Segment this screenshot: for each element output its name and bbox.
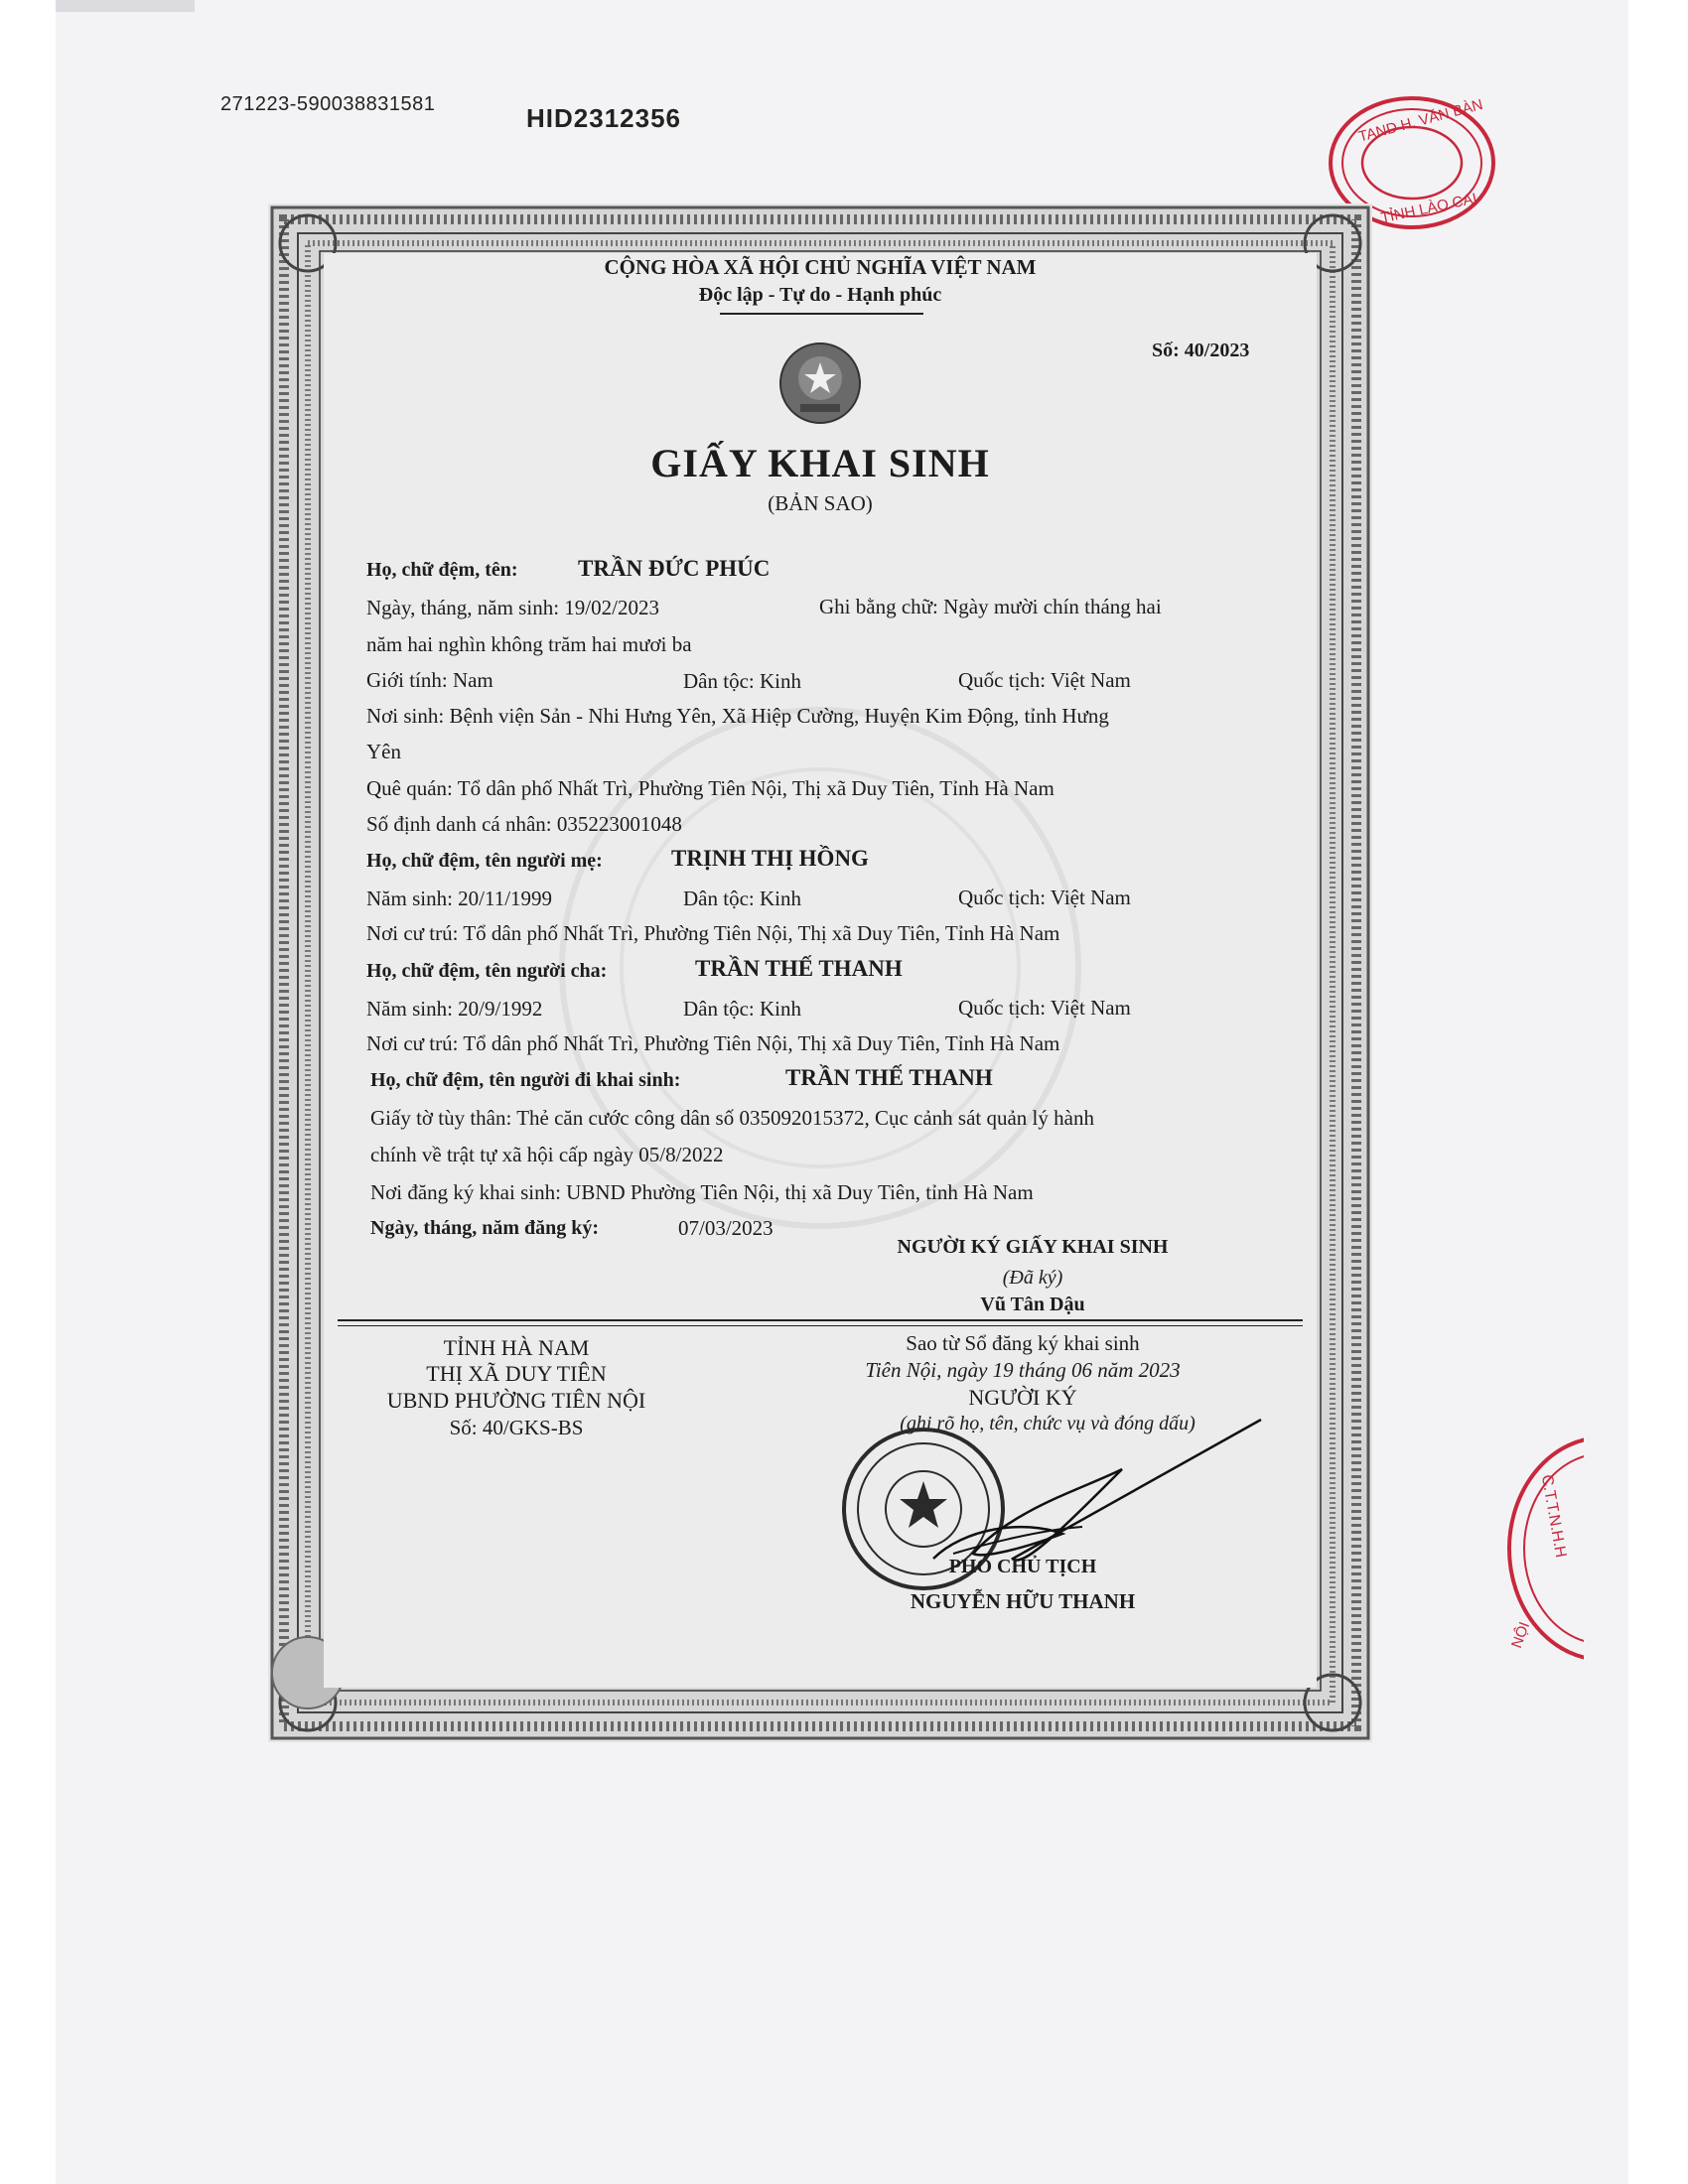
child-name-label: Họ, chữ đệm, tên: xyxy=(366,559,518,581)
copy-province: TỈNH HÀ NAM xyxy=(443,1335,590,1360)
section-divider-thin xyxy=(338,1325,1303,1326)
mother-ethnicity: Dân tộc: Kinh xyxy=(683,887,801,910)
copy-signer-position: PHÓ CHỦ TỊCH xyxy=(948,1556,1097,1577)
birth-certificate xyxy=(268,204,1372,1742)
copy-signer-label: NGƯỜI KÝ xyxy=(968,1385,1077,1410)
national-emblem-icon xyxy=(777,341,863,426)
declarant-id-doc-cont: chính về trật tự xã hội cấp ngày 05/8/2022 xyxy=(370,1143,724,1166)
mother-name-label: Họ, chữ đệm, tên người mẹ: xyxy=(366,850,603,872)
registration-place: Nơi đăng ký khai sinh: UBND Phường Tiên Nội, thị xã Duy Tiên, tỉnh Hà Nam xyxy=(370,1180,1034,1204)
child-personal-id: Số định danh cá nhân: 035223001048 xyxy=(366,812,682,836)
certificate-subtitle: (BẢN SAO) xyxy=(768,491,873,515)
section-divider xyxy=(338,1319,1303,1321)
father-dob: Năm sinh: 20/9/1992 xyxy=(366,997,543,1021)
signer-title: NGƯỜI KÝ GIẤY KHAI SINH xyxy=(897,1236,1169,1258)
motto-underline xyxy=(720,313,923,315)
father-name-label: Họ, chữ đệm, tên người cha: xyxy=(366,960,608,982)
mother-nationality: Quốc tịch: Việt Nam xyxy=(958,886,1131,909)
document-hid: HID2312356 xyxy=(526,103,681,133)
copy-number: Số: 40/GKS-BS xyxy=(449,1416,584,1439)
child-dob-words-cont: năm hai nghìn không trăm hai mươi ba xyxy=(366,632,692,656)
mother-dob: Năm sinh: 20/11/1999 xyxy=(366,887,553,910)
child-gender: Giới tính: Nam xyxy=(366,668,493,692)
child-birthplace: Nơi sinh: Bệnh viện Sản - Nhi Hưng Yên, Xã Hiệp Cường, Huyện Kim Động, tỉnh Hưng xyxy=(366,704,1109,728)
svg-text:NỘI: NỘI xyxy=(1508,1619,1534,1651)
declarant-id-doc: Giấy tờ tùy thân: Thẻ căn cước công dân số 035092015372, Cục cảnh sát quản lý hành xyxy=(370,1106,1094,1130)
copy-source: Sao từ Sổ đăng ký khai sinh xyxy=(906,1331,1140,1355)
certificate-number: Số: 40/2023 xyxy=(1152,340,1250,361)
father-nationality: Quốc tịch: Việt Nam xyxy=(958,996,1131,1020)
nation-heading: CỘNG HÒA XÃ HỘI CHỦ NGHĨA VIỆT NAM xyxy=(604,255,1037,279)
child-ethnicity: Dân tộc: Kinh xyxy=(683,669,801,693)
father-name: TRẦN THẾ THANH xyxy=(695,956,903,981)
svg-text:TAND H. VĂN BÀN: TAND H. VĂN BÀN xyxy=(1356,95,1485,146)
child-name: TRẦN ĐỨC PHÚC xyxy=(578,556,771,581)
child-birthplace-cont: Yên xyxy=(366,740,401,763)
registration-date: 07/03/2023 xyxy=(678,1216,774,1240)
signer-note: (Đã ký) xyxy=(1002,1267,1063,1289)
copy-town: THỊ XÃ DUY TIÊN xyxy=(426,1361,607,1386)
company-stamp-icon xyxy=(1494,1430,1584,1668)
declarant-name: TRẦN THẾ THANH xyxy=(785,1065,993,1090)
child-hometown: Quê quán: Tổ dân phố Nhất Trì, Phường Tiên Nội, Thị xã Duy Tiên, Tỉnh Hà Nam xyxy=(366,776,1055,800)
mother-residence: Nơi cư trú: Tổ dân phố Nhất Trì, Phường Tiên Nội, Thị xã Duy Tiên, Tỉnh Hà Nam xyxy=(366,921,1060,945)
child-dob: Ngày, tháng, năm sinh: 19/02/2023 xyxy=(366,596,659,619)
father-ethnicity: Dân tộc: Kinh xyxy=(683,997,801,1021)
child-dob-words: Ghi bằng chữ: Ngày mười chín tháng hai xyxy=(819,595,1162,618)
declarant-name-label: Họ, chữ đệm, tên người đi khai sinh: xyxy=(370,1069,681,1091)
copy-signer-note: (ghi rõ họ, tên, chức vụ và đóng dấu) xyxy=(900,1413,1196,1434)
child-nationality: Quốc tịch: Việt Nam xyxy=(958,668,1131,692)
copy-place-date: Tiên Nội, ngày 19 tháng 06 năm 2023 xyxy=(865,1358,1181,1382)
father-residence: Nơi cư trú: Tổ dân phố Nhất Trì, Phường Tiên Nội, Thị xã Duy Tiên, Tỉnh Hà Nam xyxy=(366,1031,1060,1055)
registration-date-label: Ngày, tháng, năm đăng ký: xyxy=(370,1217,600,1239)
document-code: 271223-590038831581 xyxy=(220,93,436,115)
paper-edge-shadow xyxy=(56,0,195,12)
copy-ward: UBND PHƯỜNG TIÊN NỘI xyxy=(386,1388,646,1413)
signer-name: Vũ Tân Dậu xyxy=(980,1294,1085,1315)
svg-text:C.T.T.N.H.H: C.T.T.N.H.H xyxy=(1537,1473,1570,1560)
copy-signer-name: NGUYỄN HỮU THANH xyxy=(910,1589,1136,1613)
ward-seal-and-signature-icon xyxy=(824,1410,1271,1608)
motto: Độc lập - Tự do - Hạnh phúc xyxy=(698,284,942,306)
svg-text:TỈNH LÀO CAI: TỈNH LÀO CAI xyxy=(1379,190,1478,227)
certificate-title: GIẤY KHAI SINH xyxy=(650,441,990,485)
mother-name: TRỊNH THỊ HỒNG xyxy=(671,846,869,871)
